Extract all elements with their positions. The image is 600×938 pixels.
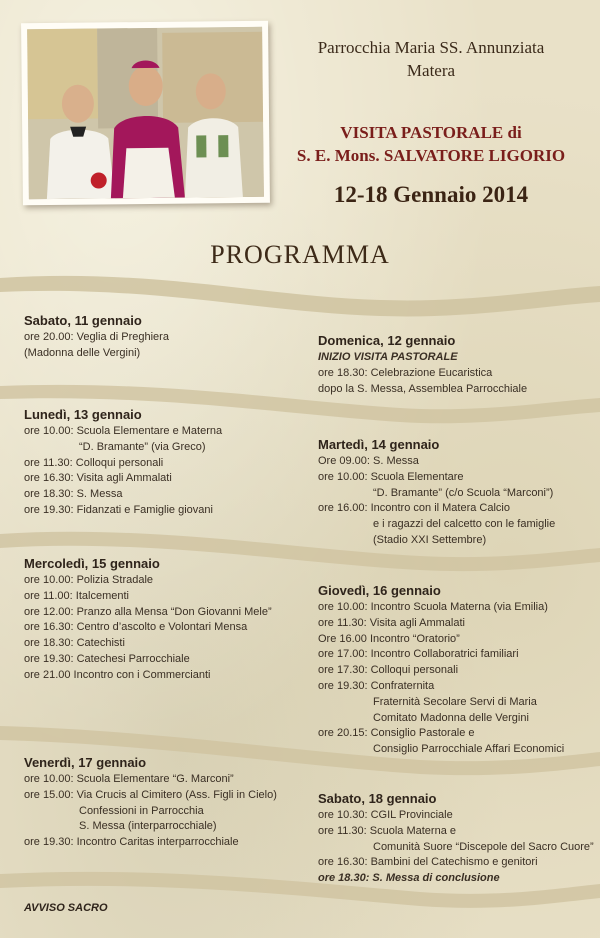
clergy-photo: [27, 27, 264, 199]
schedule-line: dopo la S. Messa, Assemblea Parrocchiale: [318, 382, 528, 395]
schedule-line: ore 16.30: Bambini del Catechismo e genitori: [318, 856, 538, 869]
schedule-line: ore 11.30: Scuola Materna e: [318, 824, 456, 837]
wave-band: [0, 276, 600, 317]
schedule-line: ore 19.30: Fidanzati e Famiglie giovani: [24, 503, 213, 516]
schedule-line: (Stadio XXI Settembre): [373, 533, 487, 546]
schedule-line: ore 15.00: Via Crucis al Cimitero (Ass. Figli in Cielo): [24, 788, 277, 801]
parish-line-1: Parrocchia Maria SS. Annunziata: [317, 38, 545, 57]
schedule-line: ore 19.30: Catechesi Parrocchiale: [24, 652, 190, 665]
visit-line-1: VISITA PASTORALE di: [340, 123, 522, 142]
schedule-line: ore 10.00: Scuola Elementare: [318, 470, 464, 483]
schedule-line: Ore 16.00 Incontro “Oratorio”: [318, 632, 460, 645]
schedule-line: Confessioni in Parrocchia: [79, 804, 204, 817]
day-title: Domenica, 12 gennaio: [318, 333, 456, 348]
schedule-line: ore 19.30: Confraternita: [318, 679, 435, 692]
day-block-sab18: [318, 790, 594, 887]
schedule-line: ore 18.30: S. Messa: [24, 488, 123, 501]
schedule-line: ore 21.00 Incontro con i Commercianti: [24, 668, 211, 681]
avviso-sacro-label: AVVISO SACRO: [24, 902, 108, 914]
day-title: Lunedì, 13 gennaio: [24, 407, 142, 422]
visit-dates: 12-18 Gennaio 2014: [333, 182, 529, 207]
programma-heading: PROGRAMMA: [210, 240, 390, 269]
schedule-line: (Madonna delle Vergini): [24, 346, 141, 359]
day-block-sab11: [24, 312, 169, 362]
day-title: Mercoledì, 15 gennaio: [24, 556, 160, 571]
schedule-line: Fraternità Secolare Servi di Maria: [373, 695, 537, 708]
schedule-line: S. Messa (interparrocchiale): [79, 820, 217, 833]
day-subtitle: INIZIO VISITA PASTORALE: [318, 351, 458, 363]
schedule-line: ore 11.00: Italcementi: [24, 589, 129, 602]
schedule-line: ore 10.00: Incontro Scuola Materna (via Emilia): [318, 601, 548, 613]
schedule-line: ore 10.00: Scuola Elementare e Materna: [24, 425, 223, 437]
day-title: Martedì, 14 gennaio: [318, 437, 440, 452]
schedule-line: Comitato Madonna delle Vergini: [373, 711, 529, 724]
schedule-line: ore 17.30: Colloqui personali: [318, 664, 459, 677]
schedule-line: Comunità Suore “Discepole del Sacro Cuore”: [373, 840, 594, 853]
schedule-line: ore 10.30: CGIL Provinciale: [318, 809, 453, 821]
schedule-line: ore 11.30: Visita agli Ammalati: [318, 616, 465, 629]
day-block-mer15: [24, 555, 272, 684]
schedule-line: ore 11.30: Colloqui personali: [24, 456, 164, 469]
schedule-line-closing-mass: ore 18.30: S. Messa di conclusione: [318, 872, 500, 885]
schedule-line: ore 10.00: Scuola Elementare “G. Marconi”: [24, 773, 234, 785]
schedule-line: Ore 09.00: S. Messa: [318, 455, 419, 467]
schedule-line: ore 16.30: Centro d’ascolto e Volontari Mensa: [24, 621, 248, 634]
schedule-line: ore 20.15: Consiglio Pastorale e: [318, 727, 475, 740]
schedule-line: “D. Bramante” (via Greco): [79, 440, 206, 453]
schedule-line: Consiglio Parrocchiale Affari Economici: [373, 743, 565, 756]
schedule-line: ore 20.00: Veglia di Preghiera: [24, 331, 169, 343]
day-title: Sabato, 18 gennaio: [318, 791, 437, 806]
schedule-line: ore 18.30: Catechisti: [24, 637, 125, 650]
day-block-dom12: [318, 332, 527, 397]
visit-line-2: S. E. Mons. SALVATORE LIGORIO: [296, 146, 566, 165]
schedule-line: e i ragazzi del calcetto con le famiglie: [373, 518, 556, 531]
schedule-line: ore 12.00: Pranzo alla Mensa “Don Giovanni Mele”: [24, 605, 272, 618]
parish-line-2: Matera: [406, 61, 456, 80]
clergy-illustration: [27, 27, 264, 199]
day-title: Venerdì, 17 gennaio: [24, 755, 147, 770]
day-block-gio16: [318, 582, 564, 758]
schedule-line: ore 17.00: Incontro Collaboratrici familiari: [318, 648, 519, 661]
parish-name: [272, 36, 590, 82]
schedule-line: ore 10.00: Polizia Stradale: [24, 574, 154, 586]
day-block-lun13: [24, 406, 222, 519]
day-block-ven17: [24, 754, 277, 851]
schedule-line: ore 18.30: Celebrazione Eucaristica: [318, 366, 493, 379]
visit-title: [272, 121, 590, 167]
schedule-line: ore 16.30: Visita agli Ammalati: [24, 472, 172, 485]
schedule-line: “D. Bramante” (c/o Scuola “Marconi”): [373, 486, 554, 499]
day-title: Giovedì, 16 gennaio: [318, 583, 441, 598]
day-title: Sabato, 11 gennaio: [24, 313, 142, 328]
day-block-mar14: [318, 436, 555, 549]
photo-frame: [21, 21, 270, 206]
schedule-line: ore 16.00: Incontro con il Matera Calcio: [318, 502, 510, 515]
schedule-line: ore 19.30: Incontro Caritas interparrocchiale: [24, 836, 239, 849]
